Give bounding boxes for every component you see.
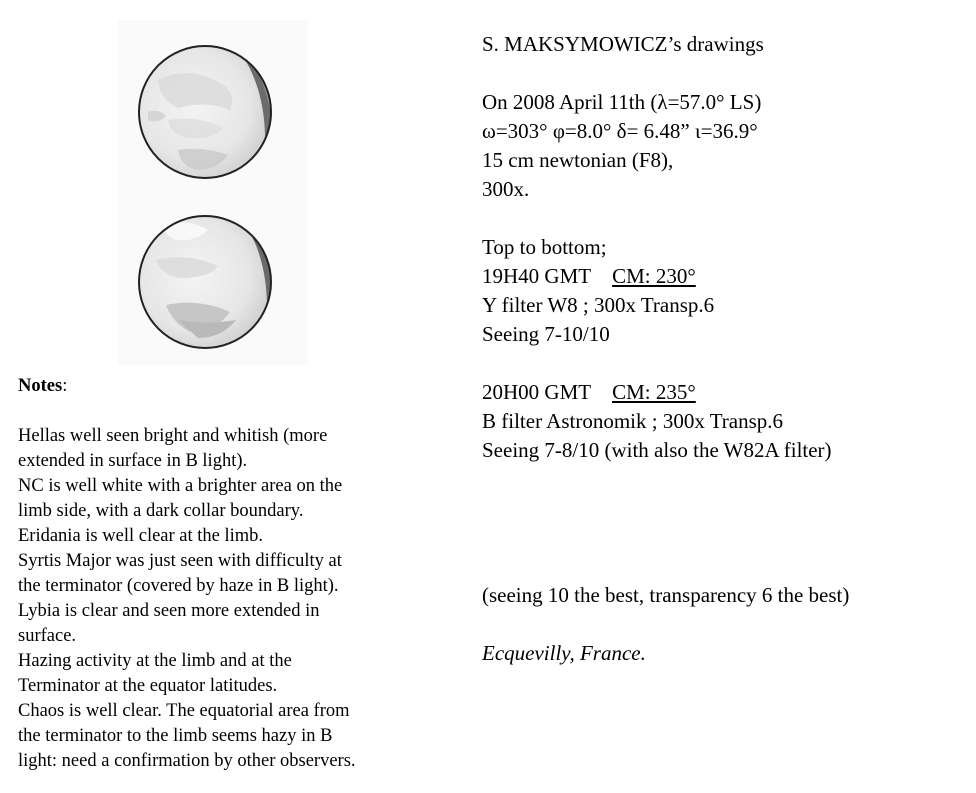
mars-drawing-top-icon: [139, 40, 288, 178]
notes-line: Syrtis Major was just seen with difficulty at: [18, 551, 342, 571]
notes-line: NC is well white with a brighter area on the: [18, 476, 343, 496]
observation-date: On 2008 April 11th (λ=57.0° LS): [482, 90, 762, 114]
drawings-panel: [118, 20, 308, 365]
telescope-info: 15 cm newtonian (F8),: [482, 148, 674, 172]
session-2-header: [482, 378, 962, 407]
session-seeing: Seeing 7-10/10: [482, 322, 610, 346]
notes-line: the terminator to the limb seems hazy in B: [18, 726, 333, 746]
observation-params: ω=303° φ=8.0° δ= 6.48” ι=36.9°: [482, 119, 758, 143]
notes-line: light: need a confirmation by other observers.: [18, 751, 356, 771]
notes-line: Hellas well seen bright and whitish (more: [18, 426, 328, 446]
notes-title: [18, 374, 438, 399]
observation-details: [482, 30, 962, 668]
notes-title-label: Notes: [18, 376, 63, 396]
session-1-header: [482, 262, 962, 291]
scale-note: (seeing 10 the best, transparency 6 the best): [482, 583, 850, 607]
notes-line: Eridania is well clear at the limb.: [18, 526, 264, 546]
notes-line: Chaos is well clear. The equatorial area from: [18, 701, 350, 721]
session-filter: B filter Astronomik ; 300x Transp.6: [482, 409, 784, 433]
notes-section: [18, 374, 438, 774]
session-cm: CM: 235°: [612, 380, 696, 404]
session-time: 20H00 GMT: [482, 380, 592, 404]
drawings-svg: [118, 20, 308, 365]
notes-line: Hazing activity at the limb and at the: [18, 651, 292, 671]
notes-line: limb side, with a dark collar boundary.: [18, 501, 304, 521]
notes-line: Terminator at the equator latitudes.: [18, 676, 278, 696]
session-seeing: Seeing 7-8/10 (with also the W82A filter): [482, 438, 832, 462]
magnification: 300x.: [482, 177, 530, 201]
observer-location: Ecquevilly, France.: [482, 641, 646, 665]
notes-line: surface.: [18, 626, 77, 646]
notes-title-colon: :: [62, 376, 68, 396]
session-cm: CM: 230°: [612, 264, 696, 288]
page-title: S. MAKSYMOWICZ’s drawings: [482, 32, 764, 56]
session-time: 19H40 GMT: [482, 264, 592, 288]
session-filter: Y filter W8 ; 300x Transp.6: [482, 293, 715, 317]
notes-line: the terminator (covered by haze in B light).: [18, 576, 339, 596]
notes-line: Lybia is clear and seen more extended in: [18, 601, 320, 621]
mars-drawing-bottom-icon: [139, 210, 290, 348]
notes-line: extended in surface in B light).: [18, 451, 248, 471]
sessions-intro: Top to bottom;: [482, 235, 607, 259]
